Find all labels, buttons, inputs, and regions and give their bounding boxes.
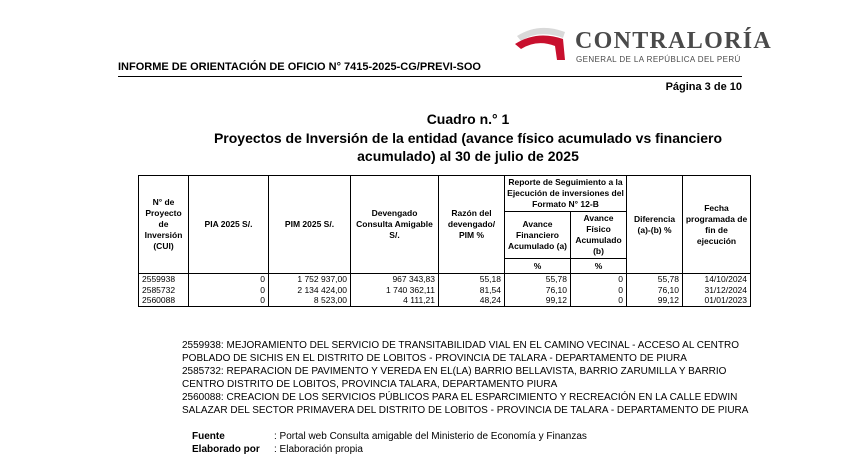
- cell-cui: 2585732: [139, 285, 189, 296]
- table-row: [139, 295, 751, 306]
- elaborado-label: Elaborado por: [192, 444, 260, 455]
- cell-razon: 48,24: [439, 295, 505, 306]
- cell-pim: 8 523,00: [269, 295, 351, 306]
- cell-avance-fisico: 0: [571, 274, 627, 285]
- cell-avance-financiero: 99,12: [505, 295, 571, 306]
- cell-pim: 2 134 424,00: [269, 285, 351, 296]
- fuente-label: Fuente: [192, 431, 225, 442]
- header-avance-fisico: Avance Físico Acumulado (b): [571, 212, 627, 259]
- cell-devengado: 1 740 362,11: [351, 285, 439, 296]
- header-cui: N° de Proyecto de Inversión (CUI): [139, 176, 189, 274]
- table-caption-line-2: acumulado) al 30 de julio de 2025: [357, 148, 579, 164]
- header-devengado: Devengado Consulta Amigable S/.: [351, 176, 439, 274]
- logo-tagline: GENERAL DE LA REPÚBLICA DEL PERÚ: [576, 55, 741, 64]
- cell-pia: 0: [189, 285, 269, 296]
- table-caption-line-1: Proyectos de Inversión de la entidad (avance físico acumulado vs financiero: [213, 130, 723, 146]
- cell-diferencia: 99,12: [627, 295, 683, 306]
- cell-pim: 1 752 937,00: [269, 274, 351, 285]
- cell-cui: 2559938: [139, 274, 189, 285]
- cell-avance-financiero: 55,78: [505, 274, 571, 285]
- contraloria-logo: [513, 24, 843, 68]
- cell-pia: 0: [189, 274, 269, 285]
- cell-diferencia: 55,78: [627, 274, 683, 285]
- logo-brand: CONTRALORÍA: [575, 28, 772, 54]
- page-number: Página 3 de 10: [665, 81, 742, 93]
- investment-table: [138, 175, 751, 307]
- cell-avance-financiero: 76,10: [505, 285, 571, 296]
- note-item: 2559938: MEJORAMIENTO DEL SERVICIO DE TRANSITABILIDAD VIAL EN EL CAMINO VECINAL - ACCESO AL CENTRO POBLADO DE SICHIS EN EL DISTRITO DE LOBITOS - PROVINCIA DE TALARA - DEPARTAMENTO DE PIURA: [182, 340, 740, 364]
- source-row-elaborado: [192, 443, 587, 456]
- cell-fecha: 14/10/2024: [683, 274, 751, 285]
- project-notes: [182, 339, 752, 417]
- elaborado-value: : Elaboración propia: [274, 444, 363, 455]
- note-item: 2585732: REPARACION DE PAVIMENTO Y VEREDA EN EL(LA) BARRIO BELLAVISTA, BARRIO ZARUMILLA Y BARRIO CENTRO DISTRITO DE LOBITOS, PROVINCIA TALARA, DEPARTAMENTO PIURA: [182, 366, 727, 390]
- cell-cui: 2560088: [139, 295, 189, 306]
- cell-razon: 81,54: [439, 285, 505, 296]
- header-pct-a: %: [505, 259, 571, 274]
- fuente-value: : Portal web Consulta amigable del Ministerio de Economía y Finanzas: [274, 431, 587, 442]
- cell-diferencia: 76,10: [627, 285, 683, 296]
- header-razon: Razón del devengado/ PIM %: [439, 176, 505, 274]
- header-avance-financiero: Avance Financiero Acumulado (a): [505, 212, 571, 259]
- header-pia: PIA 2025 S/.: [189, 176, 269, 274]
- contraloria-emblem-icon: [513, 24, 571, 64]
- table-row: [139, 285, 751, 296]
- table-number: Cuadro n.° 1: [426, 111, 510, 127]
- note-item: 2560088: CREACION DE LOS SERVICIOS PÚBLICOS PARA EL ESPARCIMIENTO Y RECREACIÓN EN LA CALLE EDWIN SALAZAR DEL SECTOR PRIMAVERA DEL DISTRITO DE LOBITOS - PROVINCIA DE TALARA - DEPARTAMENTO DE PIURA: [182, 392, 749, 416]
- cell-devengado: 967 343,83: [351, 274, 439, 285]
- header-pim: PIM 2025 S/.: [269, 176, 351, 274]
- cell-fecha: 31/12/2024: [683, 285, 751, 296]
- source-row-fuente: [192, 430, 587, 443]
- report-title: INFORME DE ORIENTACIÓN DE OFICIO N° 7415-2025-CG/PREVI-SOO: [118, 61, 481, 73]
- header-fecha: Fecha programada de fin de ejecución: [683, 176, 751, 274]
- header-diferencia: Diferencia (a)-(b) %: [627, 176, 683, 274]
- cell-avance-fisico: 0: [571, 285, 627, 296]
- table-row: [139, 274, 751, 285]
- header-reporte: Reporte de Seguimiento a la Ejecución de inversiones del Formato N° 12-B: [505, 176, 627, 212]
- source-block: [192, 430, 587, 456]
- cell-fecha: 01/01/2023: [683, 295, 751, 306]
- cell-avance-fisico: 0: [571, 295, 627, 306]
- cell-pia: 0: [189, 295, 269, 306]
- header-divider: [118, 76, 742, 77]
- cell-devengado: 4 111,21: [351, 295, 439, 306]
- cell-razon: 55,18: [439, 274, 505, 285]
- header-pct-b: %: [571, 259, 627, 274]
